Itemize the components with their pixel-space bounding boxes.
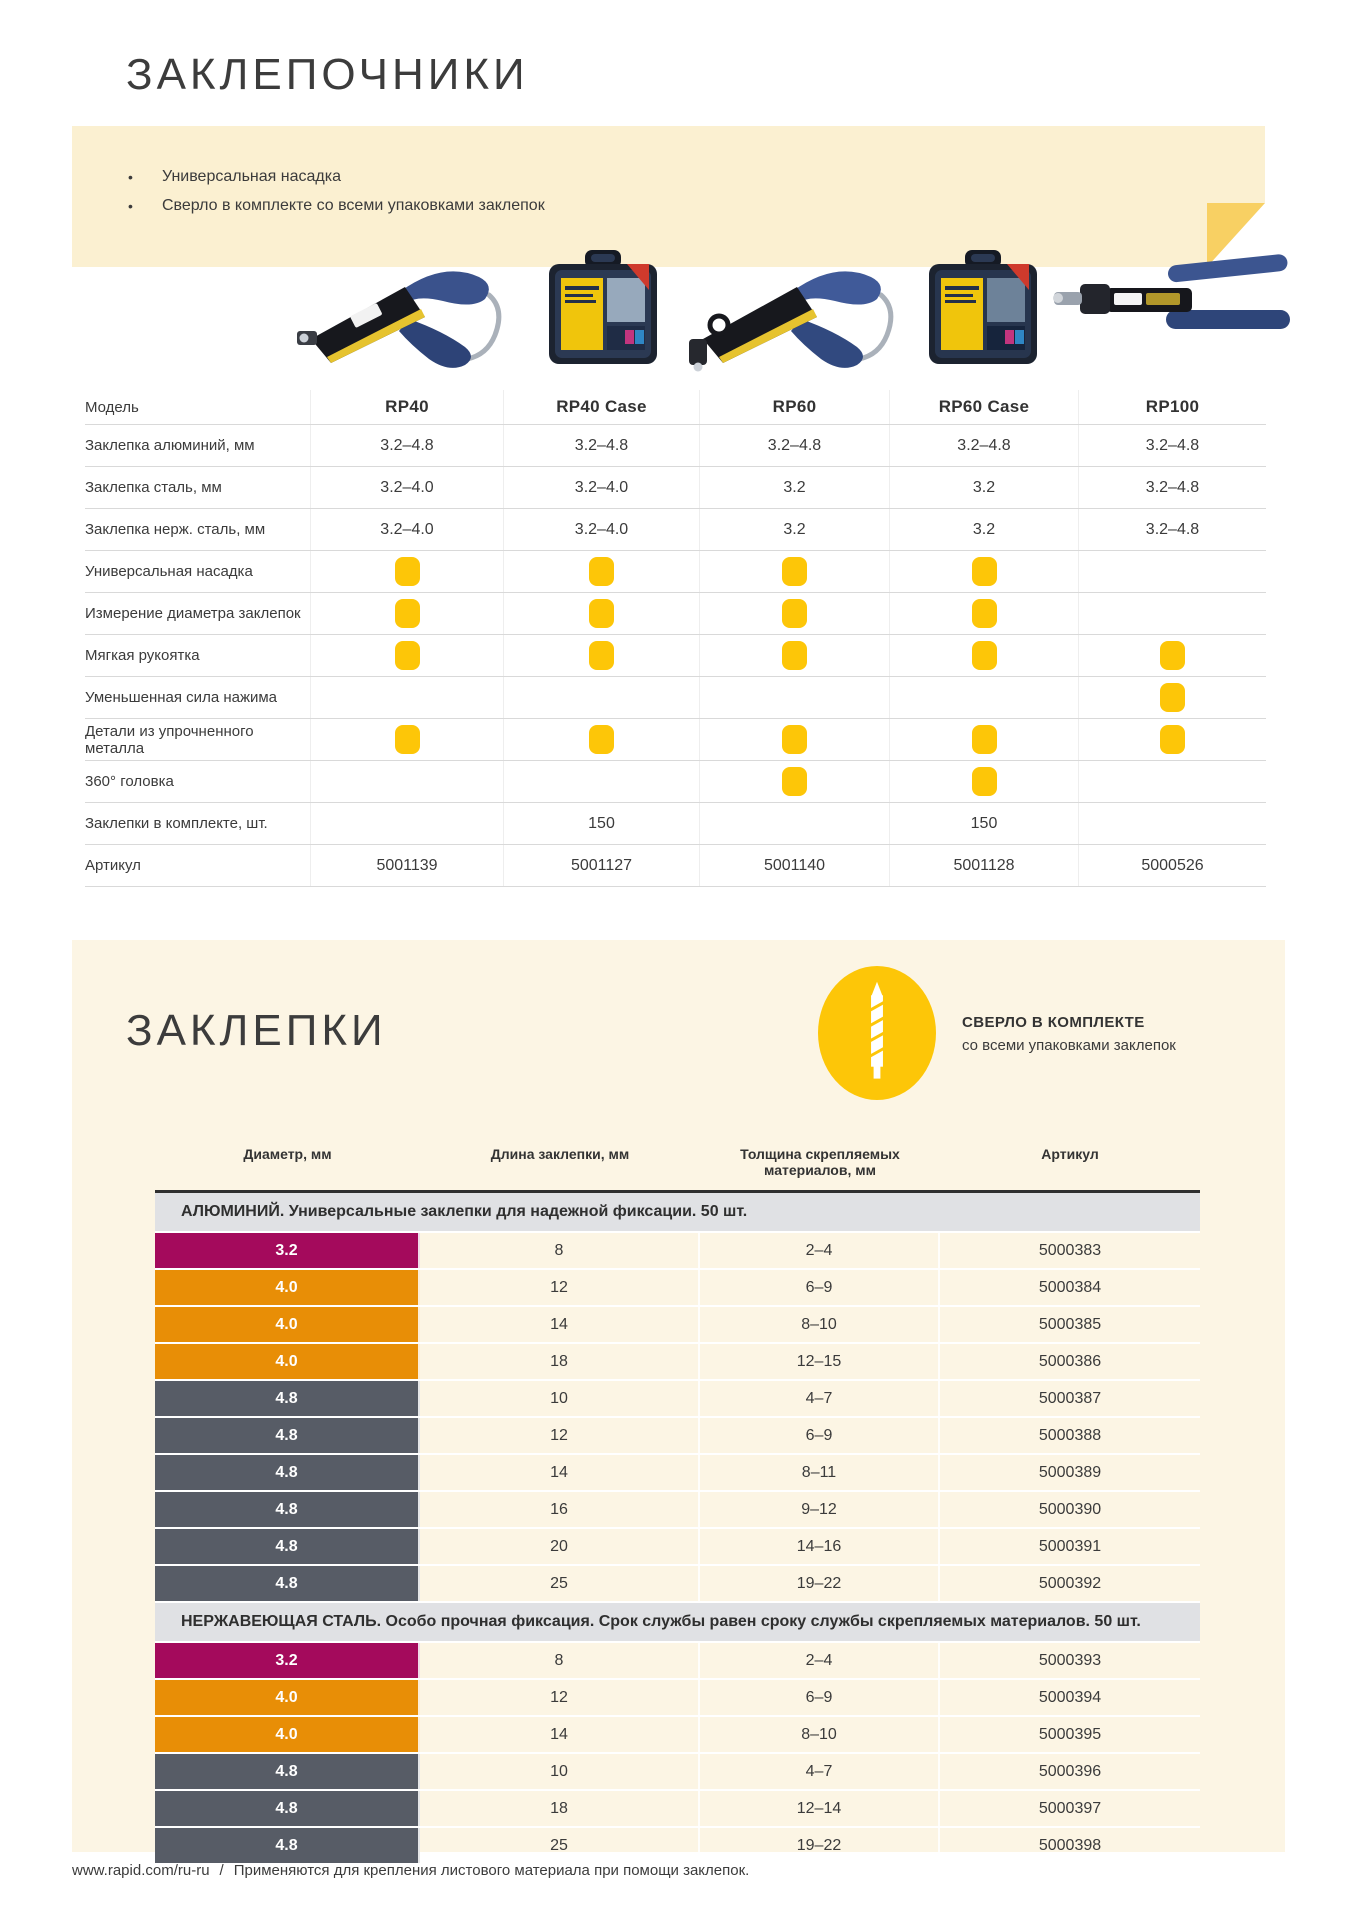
rivet-row: [155, 1754, 1200, 1791]
riveters-row: [85, 593, 1266, 635]
feature-cell: [1078, 593, 1266, 634]
diameter-cell: 4.8: [155, 1754, 420, 1789]
drill-badge-title: СВЕРЛО В КОМПЛЕКТЕ: [962, 1014, 1145, 1031]
diameter-cell: 3.2: [155, 1233, 420, 1268]
rivets-section-title: ЗАКЛЕПКИ: [126, 1006, 387, 1055]
diameter-cell: 4.8: [155, 1828, 420, 1863]
spec-cell: [503, 803, 699, 844]
spec-value: 5001127: [570, 856, 633, 874]
feature-cell: [699, 593, 889, 634]
rivet-row: [155, 1828, 1200, 1865]
riveters-row: [85, 719, 1266, 761]
spec-value: 3.2–4.0: [574, 520, 629, 538]
feature-cell: [310, 551, 503, 592]
diameter-cell: 4.8: [155, 1492, 420, 1527]
diameter-cell: 4.0: [155, 1717, 420, 1752]
riveters-row: [85, 425, 1266, 467]
product-image-rp60: [685, 243, 905, 388]
feature-cell: [503, 635, 699, 676]
thickness-cell: 8–10: [700, 1307, 940, 1342]
feature-cell: [1078, 635, 1266, 676]
riveters-row: [85, 845, 1266, 887]
feature-cell: [699, 761, 889, 802]
rivet-row: [155, 1717, 1200, 1754]
sku-cell: 5000389: [1038, 1463, 1102, 1481]
riveters-row: [85, 677, 1266, 719]
product-image-rp40-case: [543, 238, 663, 383]
spec-cell: [1078, 467, 1266, 508]
feature-check-icon: [782, 641, 807, 670]
spec-cell: [310, 803, 503, 844]
spec-cell: [503, 467, 699, 508]
thickness-cell: 6–9: [700, 1680, 940, 1715]
length-cell: 8: [420, 1643, 700, 1678]
length-cell: 16: [420, 1492, 700, 1527]
feature-cell: [503, 677, 699, 718]
row-label: Заклепки в комплекте, шт.: [85, 815, 268, 832]
rivet-row: [155, 1418, 1200, 1455]
spec-value: 3.2–4.8: [957, 436, 1011, 454]
feature-cell: [889, 677, 1078, 718]
thickness-cell: 2–4: [700, 1233, 940, 1268]
banner-bullet-item: [128, 162, 545, 191]
row-label: Модель: [85, 398, 139, 416]
rivet-row: [155, 1566, 1200, 1603]
feature-check-icon: [1160, 725, 1185, 754]
diameter-cell: 4.0: [155, 1344, 420, 1379]
product-image-rp60-case: [923, 238, 1043, 383]
spec-cell: [503, 845, 699, 886]
length-cell: 14: [420, 1307, 700, 1342]
rivet-row: [155, 1270, 1200, 1307]
feature-cell: [310, 593, 503, 634]
feature-cell: [699, 635, 889, 676]
model-name: RP60 Case: [938, 397, 1030, 416]
drill-bit-icon: [860, 979, 894, 1088]
length-cell: 14: [420, 1455, 700, 1490]
sku-cell: 5000393: [1038, 1651, 1102, 1669]
model-name: RP100: [1145, 397, 1200, 416]
riveters-row: [85, 467, 1266, 509]
product-image-rp40: [293, 243, 513, 388]
sku-cell: 5000388: [1038, 1426, 1102, 1444]
spec-cell: [310, 425, 503, 466]
diameter-cell: 4.8: [155, 1455, 420, 1490]
spec-cell: [310, 467, 503, 508]
row-label: 360° головка: [85, 773, 174, 790]
feature-check-icon: [395, 641, 420, 670]
length-cell: 25: [420, 1828, 700, 1863]
spec-value: 3.2–4.0: [574, 478, 629, 496]
sku-cell: 5000391: [1038, 1537, 1102, 1555]
column-header: Диаметр, мм: [243, 1146, 332, 1162]
feature-cell: [503, 719, 699, 760]
diameter-cell: 4.8: [155, 1418, 420, 1453]
riveters-table: [85, 390, 1266, 887]
feature-cell: [503, 551, 699, 592]
banner-bullets: [128, 162, 545, 220]
thickness-cell: 4–7: [700, 1381, 940, 1416]
sku-cell: 5000383: [1038, 1241, 1102, 1259]
spec-value: 3.2–4.0: [380, 478, 434, 496]
feature-check-icon: [782, 599, 807, 628]
spec-cell: [889, 803, 1078, 844]
row-label: Заклепка сталь, мм: [85, 479, 222, 496]
length-cell: 20: [420, 1529, 700, 1564]
rivet-row: [155, 1680, 1200, 1717]
spec-cell: [310, 845, 503, 886]
spec-cell: [699, 803, 889, 844]
spec-cell: [699, 509, 889, 550]
row-label: Измерение диаметра заклепок: [85, 605, 301, 622]
spec-value: 3.2–4.0: [380, 520, 434, 538]
sku-cell: 5000395: [1038, 1725, 1102, 1743]
section-header-bar: НЕРЖАВЕЮЩАЯ СТАЛЬ. Особо прочная фиксация. Срок службы равен сроку службы скрепляемых материалов. 50 шт.: [155, 1603, 1200, 1643]
bullet-icon: •: [128, 197, 133, 214]
feature-cell: [1078, 719, 1266, 760]
model-cell: [1078, 390, 1266, 424]
length-cell: 10: [420, 1754, 700, 1789]
column-header: Артикул: [1041, 1146, 1099, 1162]
rivets-table-header: [155, 1146, 1200, 1193]
thickness-cell: 6–9: [700, 1418, 940, 1453]
spec-value: 150: [588, 814, 615, 832]
spec-value: 3.2–4.8: [1145, 478, 1200, 496]
thickness-cell: 2–4: [700, 1643, 940, 1678]
feature-check-icon: [395, 725, 420, 754]
spec-cell: [699, 845, 889, 886]
diameter-cell: 4.8: [155, 1529, 420, 1564]
spec-value: 3.2: [972, 478, 996, 496]
feature-check-icon: [782, 767, 807, 796]
feature-cell: [310, 719, 503, 760]
thickness-cell: 19–22: [700, 1566, 940, 1601]
row-label: Универсальная насадка: [85, 563, 253, 580]
feature-cell: [1078, 551, 1266, 592]
drill-badge-text: [962, 1014, 1176, 1054]
length-cell: 18: [420, 1344, 700, 1379]
feature-cell: [503, 593, 699, 634]
feature-check-icon: [589, 641, 614, 670]
bullet-text: Сверло в комплекте со всеми упаковками заклепок: [162, 196, 545, 214]
thickness-cell: 12–14: [700, 1791, 940, 1826]
feature-check-icon: [1160, 683, 1185, 712]
riveters-row: [85, 551, 1266, 593]
sku-cell: 5000385: [1038, 1315, 1102, 1333]
spec-cell: [699, 467, 889, 508]
rivet-row: [155, 1307, 1200, 1344]
diameter-cell: 4.8: [155, 1381, 420, 1416]
feature-check-icon: [782, 557, 807, 586]
page-footer: [72, 1862, 749, 1879]
thickness-cell: 8–10: [700, 1717, 940, 1752]
footer-note: Применяются для крепления листового материала при помощи заклепок.: [233, 1862, 750, 1879]
section-header-bar: АЛЮМИНИЙ. Универсальные заклепки для надежной фиксации. 50 шт.: [155, 1193, 1200, 1233]
row-label: Уменьшенная сила нажима: [85, 689, 278, 706]
thickness-cell: 12–15: [700, 1344, 940, 1379]
riveters-row: [85, 635, 1266, 677]
row-label: Артикул: [85, 857, 141, 874]
feature-check-icon: [782, 725, 807, 754]
bullet-icon: •: [128, 168, 133, 185]
spec-cell: [1078, 509, 1266, 550]
diameter-cell: 4.0: [155, 1270, 420, 1305]
spec-value: 5001140: [763, 856, 826, 874]
feature-check-icon: [972, 557, 997, 586]
rivet-row: [155, 1455, 1200, 1492]
length-cell: 14: [420, 1717, 700, 1752]
spec-cell: [1078, 803, 1266, 844]
features-banner: [72, 126, 1265, 267]
thickness-cell: 14–16: [700, 1529, 940, 1564]
spec-value: 5000526: [1141, 856, 1204, 874]
spec-value: 3.2–4.8: [574, 436, 629, 454]
sku-cell: 5000392: [1038, 1574, 1102, 1592]
feature-check-icon: [972, 641, 997, 670]
feature-check-icon: [972, 725, 997, 754]
model-cell: [889, 390, 1078, 424]
spec-cell: [889, 845, 1078, 886]
footer-separator: /: [219, 1862, 224, 1879]
feature-cell: [699, 551, 889, 592]
feature-check-icon: [589, 725, 614, 754]
feature-check-icon: [589, 599, 614, 628]
feature-check-icon: [972, 599, 997, 628]
model-cell: [699, 390, 889, 424]
thickness-cell: 9–12: [700, 1492, 940, 1527]
riveters-row: [85, 509, 1266, 551]
model-row: [85, 390, 1266, 425]
spec-value: 5001139: [376, 856, 438, 874]
thickness-cell: 6–9: [700, 1270, 940, 1305]
rivet-row: [155, 1643, 1200, 1680]
riveters-row: [85, 803, 1266, 845]
spec-cell: [699, 425, 889, 466]
feature-check-icon: [589, 557, 614, 586]
banner-bullet-item: [128, 191, 545, 220]
sku-cell: 5000387: [1038, 1389, 1102, 1407]
diameter-cell: 3.2: [155, 1643, 420, 1678]
spec-cell: [889, 509, 1078, 550]
sku-cell: 5000386: [1038, 1352, 1102, 1370]
spec-value: 3.2: [972, 520, 996, 538]
drill-badge-subtitle: со всеми упаковками заклепок: [962, 1037, 1176, 1054]
row-label: Заклепка нерж. сталь, мм: [85, 521, 266, 538]
column-header: Длина заклепки, мм: [490, 1146, 630, 1162]
drill-included-badge: [818, 966, 936, 1100]
feature-check-icon: [395, 557, 420, 586]
model-name: RP40 Case: [556, 397, 647, 416]
riveters-row: [85, 761, 1266, 803]
row-label: Мягкая рукоятка: [85, 647, 200, 664]
length-cell: 18: [420, 1791, 700, 1826]
rivet-row: [155, 1381, 1200, 1418]
spec-value: 5001128: [953, 856, 1015, 874]
rivet-row: [155, 1529, 1200, 1566]
spec-cell: [889, 425, 1078, 466]
rivet-row: [155, 1492, 1200, 1529]
model-cell: [503, 390, 699, 424]
footer-url-link[interactable]: www.rapid.com/ru-ru: [72, 1862, 210, 1879]
sku-cell: 5000390: [1038, 1500, 1102, 1518]
rivet-row: [155, 1233, 1200, 1270]
spec-value: 3.2: [783, 478, 806, 496]
feature-cell: [1078, 761, 1266, 802]
thickness-cell: 4–7: [700, 1754, 940, 1789]
feature-cell: [889, 719, 1078, 760]
spec-value: 150: [970, 814, 998, 832]
feature-cell: [310, 677, 503, 718]
rivet-row: [155, 1791, 1200, 1828]
feature-cell: [889, 761, 1078, 802]
feature-cell: [889, 635, 1078, 676]
diameter-cell: 4.0: [155, 1680, 420, 1715]
feature-cell: [1078, 677, 1266, 718]
feature-check-icon: [1160, 641, 1185, 670]
rivet-row: [155, 1344, 1200, 1381]
sku-cell: 5000397: [1038, 1799, 1102, 1817]
spec-value: 3.2: [783, 520, 806, 538]
length-cell: 12: [420, 1680, 700, 1715]
length-cell: 12: [420, 1418, 700, 1453]
row-label: Детали из упрочненного металла: [85, 722, 254, 757]
sku-cell: 5000398: [1038, 1836, 1102, 1854]
feature-cell: [310, 635, 503, 676]
feature-cell: [889, 551, 1078, 592]
thickness-cell: 19–22: [700, 1828, 940, 1863]
product-image-rp100: [1048, 252, 1296, 377]
diameter-cell: 4.8: [155, 1566, 420, 1601]
spec-cell: [310, 509, 503, 550]
spec-value: 3.2–4.8: [380, 436, 434, 454]
model-cell: [310, 390, 503, 424]
spec-cell: [889, 467, 1078, 508]
bullet-text: Универсальная насадка: [162, 167, 341, 185]
length-cell: 12: [420, 1270, 700, 1305]
feature-cell: [699, 719, 889, 760]
feature-cell: [699, 677, 889, 718]
spec-value: 3.2–4.8: [1145, 520, 1200, 538]
rivets-table: [155, 1146, 1200, 1865]
spec-cell: [503, 425, 699, 466]
sku-cell: 5000394: [1038, 1688, 1102, 1706]
feature-check-icon: [395, 599, 420, 628]
length-cell: 8: [420, 1233, 700, 1268]
length-cell: 25: [420, 1566, 700, 1601]
page-title: ЗАКЛЕПОЧНИКИ: [126, 50, 529, 99]
model-name: RP60: [772, 397, 817, 416]
spec-value: 3.2–4.8: [1145, 436, 1200, 454]
feature-check-icon: [972, 767, 997, 796]
diameter-cell: 4.8: [155, 1791, 420, 1826]
diameter-cell: 4.0: [155, 1307, 420, 1342]
spec-value: 3.2–4.8: [767, 436, 822, 454]
column-header: Толщина скрепляемых материалов, мм: [740, 1146, 900, 1178]
model-name: RP40: [385, 397, 429, 416]
sku-cell: 5000384: [1038, 1278, 1102, 1296]
feature-cell: [889, 593, 1078, 634]
feature-cell: [310, 761, 503, 802]
spec-cell: [1078, 845, 1266, 886]
row-label: Заклепка алюминий, мм: [85, 437, 255, 454]
feature-cell: [503, 761, 699, 802]
spec-cell: [503, 509, 699, 550]
sku-cell: 5000396: [1038, 1762, 1102, 1780]
length-cell: 10: [420, 1381, 700, 1416]
spec-cell: [1078, 425, 1266, 466]
thickness-cell: 8–11: [700, 1455, 940, 1490]
